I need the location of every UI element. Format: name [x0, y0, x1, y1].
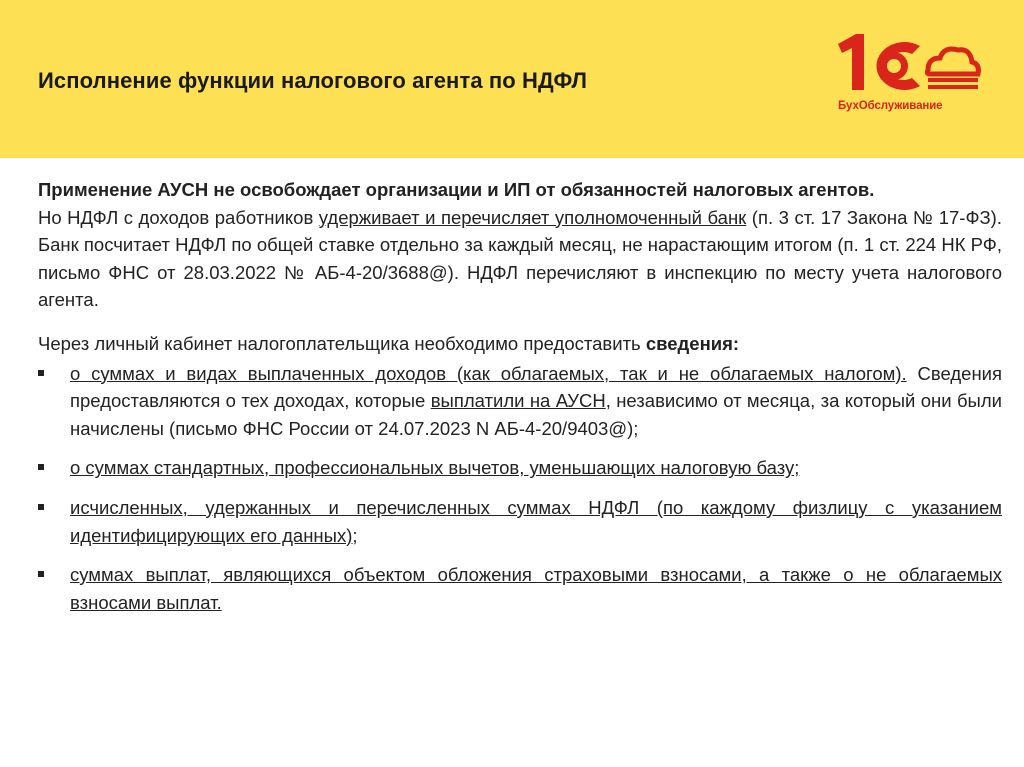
paragraph-info: Через личный кабинет налогоплательщика необходимо предоставить сведения:	[38, 332, 740, 354]
bullet-icon	[38, 464, 44, 470]
bullet-icon	[38, 504, 44, 510]
info-list	[38, 360, 1002, 617]
list-item: исчисленных, удержанных и перечисленных суммах НДФЛ (по каждому физлицу с указанием идентифицирующих его данных);	[38, 494, 1002, 549]
bullet-icon	[38, 370, 44, 376]
bullet-icon	[38, 571, 44, 577]
logo-caption: БухОбслуживание	[838, 100, 943, 112]
paragraph-ndfl-bank: Но НДФЛ с доходов работников удерживает и перечисляет уполномоченный банк (п. 3 ст. 17 Закона № 17-ФЗ). Банк посчитает НДФЛ по общей ставке отдельно за каждый месяц, не нарастающим итогом (п. 1 ст. 224 НК РФ, письмо ФНС от 28.03.2022 № АБ-4-20/3688@). НДФЛ перечисляют в инспекцию по месту учета налогового агента.	[38, 206, 1002, 311]
list-item: о суммах стандартных, профессиональных вычетов, уменьшающих налоговую базу;	[38, 454, 1002, 482]
bold-info: сведения:	[645, 332, 740, 354]
intro-statement: Применение АУСН не освобождает организации и ИП от обязанностей налоговых агентов.	[38, 179, 875, 200]
list-item: о суммах и видах выплаченных доходов (как облагаемых, так и не облагаемых налогом). Сведения предоставляются о тех доходах, которые выплатили на АУСН, независимо от месяца, за который они были начислены (письмо ФНС России от 24.07.2023 N АБ-4-20/9403@);	[38, 360, 1002, 443]
underlined-bank: удерживает и перечисляет уполномоченный банк	[318, 206, 747, 228]
slide-title: Исполнение функции налогового агента по НДФЛ	[38, 68, 588, 93]
list-item: суммах выплат, являющихся объектом обложения страховыми взносами, а также о не облагаемых взносами выплат.	[38, 561, 1002, 616]
slide-body	[38, 176, 1002, 616]
1c-logo-icon	[832, 32, 982, 132]
header-band	[0, 0, 1024, 158]
